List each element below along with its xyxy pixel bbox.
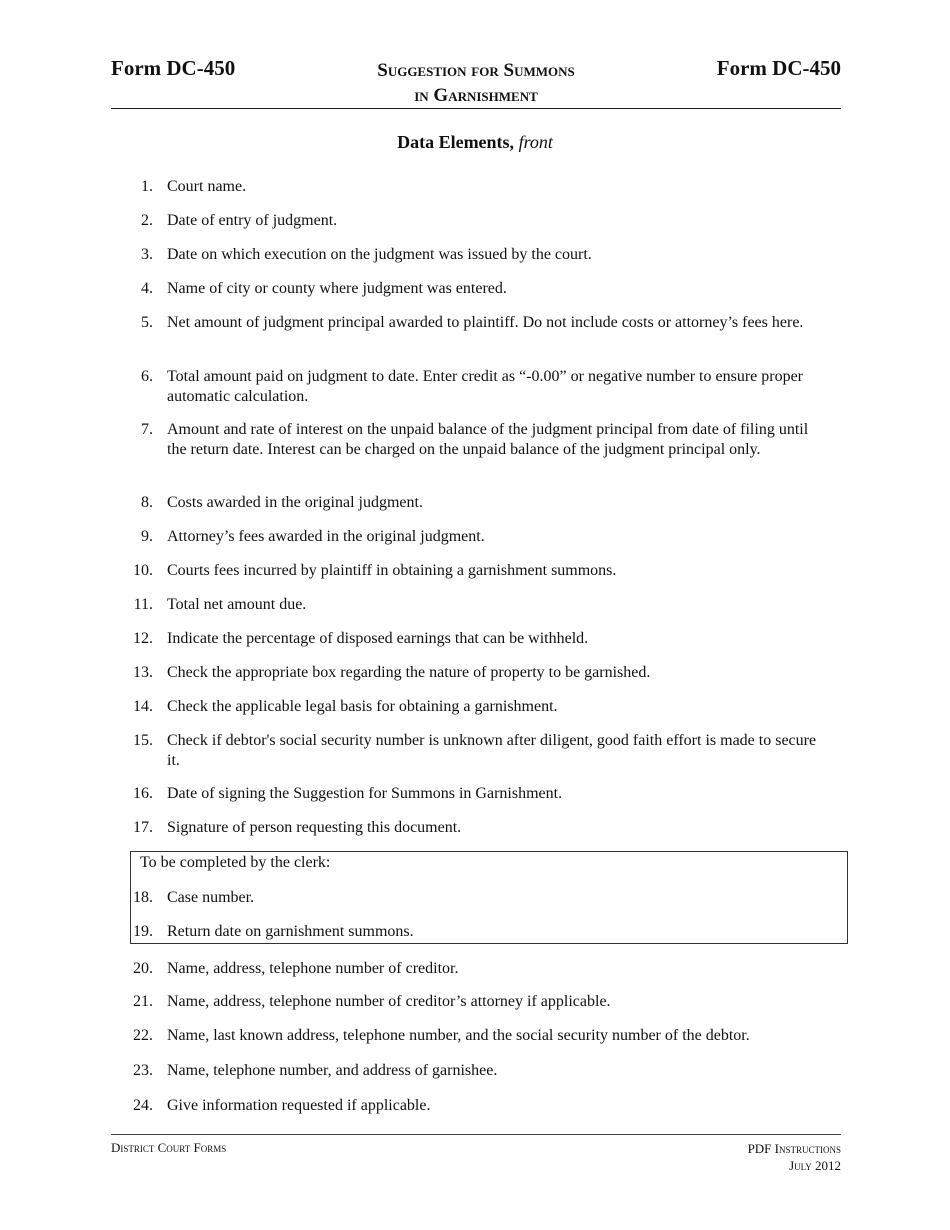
item-text: Case number. [167, 889, 255, 906]
clerk-section-label: To be completed by the clerk: [140, 854, 331, 871]
item-number: 22. [133, 1027, 153, 1044]
item-text: Return date on garnishment summons. [167, 923, 414, 940]
item-number: 1. [141, 178, 153, 195]
item-text: Check the appropriate box regarding the nature of property to be garnished. [167, 664, 651, 681]
item-text: Name of city or county where judgment was entered. [167, 280, 507, 297]
item-text: Amount and rate of interest on the unpaid balance of the judgment principal from date of filing until the return date. Interest can be charged on the unpaid balance of the judgment principal only. [167, 421, 809, 458]
subtitle-bold: Data Elements, [397, 132, 515, 152]
item-number: 7. [141, 421, 153, 438]
item-text: Name, last known address, telephone number, and the social security number of the debtor. [167, 1027, 750, 1044]
form-number-left: Form DC-450 [111, 56, 236, 80]
item-text: Date of entry of judgment. [167, 212, 338, 229]
item-number: 14. [133, 698, 153, 715]
item-text: Costs awarded in the original judgment. [167, 494, 423, 511]
footer-right-line-2: July 2012 [789, 1158, 841, 1173]
section-subtitle [0, 132, 950, 153]
item-number: 15. [133, 732, 153, 749]
item-number: 5. [141, 314, 153, 331]
item-number: 24. [133, 1097, 153, 1114]
item-text: Date of signing the Suggestion for Summons in Garnishment. [167, 785, 563, 802]
item-number: 3. [141, 246, 153, 263]
item-text: Signature of person requesting this document. [167, 819, 462, 836]
footer-right-line-1: PDF Instructions [747, 1141, 841, 1156]
item-number: 16. [133, 785, 153, 802]
item-text: Check if debtor's social security number is unknown after diligent, good faith effort is made to secure it. [167, 732, 817, 769]
item-number: 4. [141, 280, 153, 297]
item-number: 11. [133, 596, 153, 613]
title-line-2: in Garnishment [414, 85, 538, 106]
footer-left: District Court Forms [111, 1140, 227, 1155]
item-number: 21. [133, 993, 153, 1010]
item-text: Give information requested if applicable. [167, 1097, 431, 1114]
item-text: Courts fees incurred by plaintiff in obtaining a garnishment summons. [167, 562, 617, 579]
item-text: Check the applicable legal basis for obtaining a garnishment. [167, 698, 558, 715]
item-number: 12. [133, 630, 153, 647]
item-number: 17. [133, 819, 153, 836]
form-number-right: Form DC-450 [716, 56, 841, 80]
item-number: 2. [141, 212, 153, 229]
item-number: 13. [133, 664, 153, 681]
item-number: 20. [133, 960, 153, 977]
item-text: Indicate the percentage of disposed earnings that can be withheld. [167, 630, 589, 647]
item-number: 18. [133, 889, 153, 906]
item-number: 8. [141, 494, 153, 511]
item-text: Total amount paid on judgment to date. Enter credit as “-0.00” or negative number to ensure proper automatic calculation. [167, 368, 804, 405]
item-text: Name, telephone number, and address of garnishee. [167, 1062, 498, 1079]
item-number: 19. [133, 923, 153, 940]
footer-right [748, 1140, 841, 1174]
item-number: 6. [141, 368, 153, 385]
item-text: Court name. [167, 178, 247, 195]
item-number: 10. [133, 562, 153, 579]
page-footer [111, 1134, 841, 1173]
title-line-1: Suggestion for Summons [377, 60, 575, 81]
item-text: Name, address, telephone number of creditor. [167, 960, 459, 977]
item-text: Total net amount due. [167, 596, 307, 613]
item-text: Date on which execution on the judgment was issued by the court. [167, 246, 592, 263]
page-header [111, 56, 841, 109]
item-text: Attorney’s fees awarded in the original judgment. [167, 528, 485, 545]
item-text: Name, address, telephone number of creditor’s attorney if applicable. [167, 993, 611, 1010]
item-text: Net amount of judgment principal awarded to plaintiff. Do not include costs or attorney’s fees here. [167, 314, 804, 331]
item-number: 23. [133, 1062, 153, 1079]
item-number: 9. [141, 528, 153, 545]
subtitle-italic: front [518, 132, 553, 152]
